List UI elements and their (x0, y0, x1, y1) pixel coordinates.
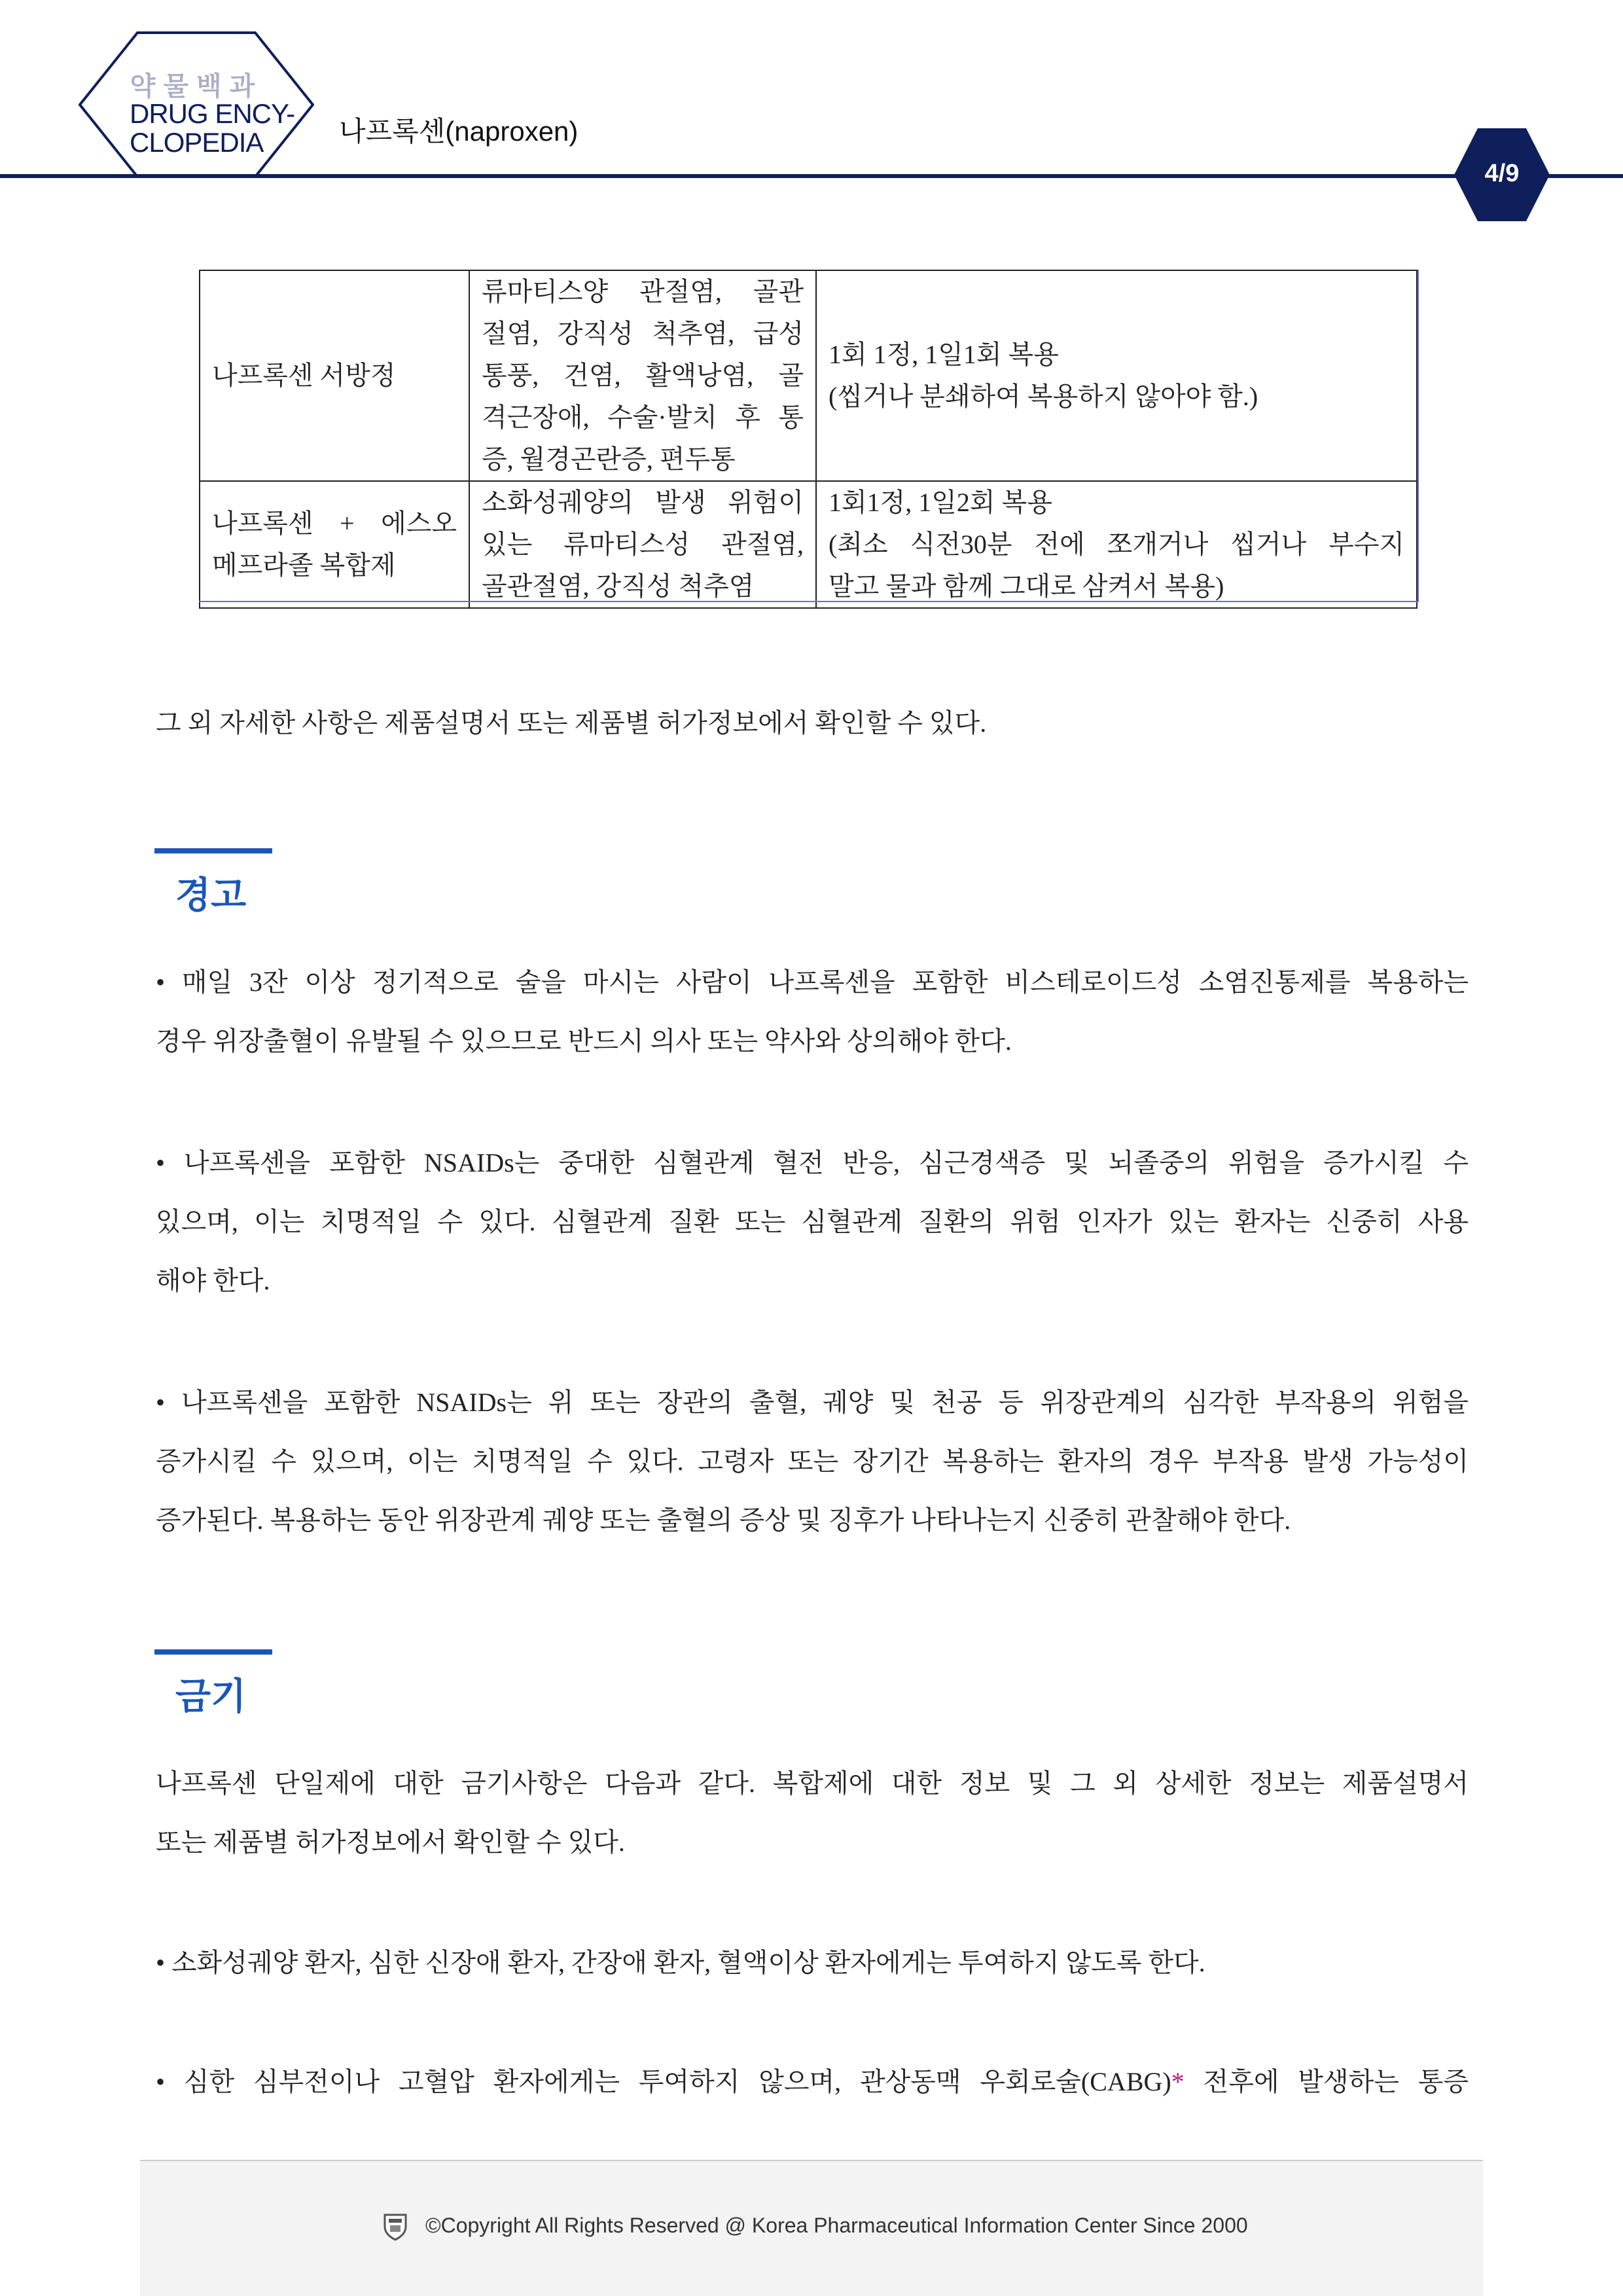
indication-line: 통풍, 건염, 활액낭염, 골 (482, 361, 804, 390)
warning-line: • 나프록센을 포함한 NSAIDs는 중대한 심혈관계 혈전 반응, 심근경색증 및 뇌졸중의 위험을 증가시킬 수 (156, 1148, 1469, 1177)
page-indicator: 4/9 (1484, 160, 1520, 187)
warning-line: 해야 한다. (156, 1266, 270, 1295)
table-row (200, 481, 1417, 608)
intro-note: 그 외 자세한 사항은 제품설명서 또는 제품별 허가정보에서 확인할 수 있다. (156, 708, 987, 738)
indication-line: 증, 월경곤란증, 편두통 (482, 444, 736, 474)
section-bar-contraindications (154, 1649, 272, 1655)
header-rule (0, 174, 1623, 178)
contraindication-text: • 심한 심부전이나 고혈압 환자에게는 투여하지 않으며, 관상동맥 우회로술(CABG) (156, 2067, 1171, 2096)
warning-line: • 나프록센을 포함한 NSAIDs는 위 또는 장관의 출혈, 궤양 및 천공 등 위장관계의 심각한 부작용의 위험을 (156, 1388, 1469, 1417)
logo-english-line2: CLOPEDIA (130, 127, 264, 158)
product-name-line: 메프라졸 복합제 (212, 550, 396, 580)
product-name: 나프록센 서방정 (212, 361, 396, 390)
dosage-line: (최소 식전30분 전에 쪼개거나 씹거나 부수지 (829, 529, 1404, 559)
indication-line: 소화성궤양의 발생 위험이 (482, 488, 804, 517)
logo-korean-text: 약물백과 (130, 72, 263, 101)
dosage-table (199, 270, 1418, 609)
table-cell-dosage (816, 270, 1417, 481)
indication-line: 격근장애, 수술·발치 후 통 (482, 403, 804, 432)
table-row (200, 270, 1417, 481)
dosage-line: 1회1정, 1일2회 복용 (829, 488, 1052, 517)
drug-encyclopedia-logo (79, 31, 314, 179)
section-bar-warnings (154, 848, 272, 853)
dosage-line: 말고 물과 함께 그대로 삼켜서 복용) (829, 571, 1224, 601)
contraindication-text: 전후에 발생하는 통증 (1184, 2067, 1469, 2096)
table-cell-indications (469, 270, 816, 481)
indication-line: 절염, 강직성 척추염, 급성 (482, 319, 804, 348)
warning-item (156, 1134, 1469, 1310)
contraindication-item: • 소화성궤양 환자, 심한 신장애 환자, 간장애 환자, 혈액이상 환자에게는 투여하지 않도록 한다. (156, 1948, 1205, 1977)
indication-line: 류마티스양 관절염, 골관 (482, 277, 804, 306)
dosage-line: (씹거나 분쇄하여 복용하지 않아야 함.) (829, 382, 1258, 411)
table-cell-dosage (816, 481, 1417, 608)
logo-english-line1: DRUG ENCY- (130, 98, 295, 129)
product-name-line: 나프록센 + 에스오 (212, 509, 457, 538)
indication-line: 있는 류마티스성 관절염, (482, 529, 804, 559)
warning-line: 증가시킬 수 있으며, 이는 치명적일 수 있다. 고령자 또는 장기간 복용하는 환자의 경우 부작용 발생 가능성이 (156, 1446, 1469, 1476)
table-cell-indications (469, 481, 816, 608)
warning-item (156, 953, 1469, 1071)
table-cell-product (200, 481, 469, 608)
footnote-asterisk: * (1171, 2067, 1185, 2096)
dosage-line: 1회 1정, 1일1회 복용 (829, 340, 1059, 369)
warning-item (156, 1373, 1469, 1550)
kpic-shield-icon (382, 2212, 408, 2241)
contraindications-intro-line: 또는 제품별 허가정보에서 확인할 수 있다. (156, 1827, 625, 1857)
document-title: 나프록센(naproxen) (339, 116, 579, 147)
section-title-contraindications: 금기 (175, 1676, 247, 1717)
table-cell-product (200, 270, 469, 481)
contraindications-intro (156, 1754, 1469, 1872)
section-title-warnings: 경고 (175, 874, 247, 916)
warning-line: • 매일 3잔 이상 정기적으로 술을 마시는 사람이 나프록센을 포함한 비스테로이드성 소염진통제를 복용하는 (156, 967, 1469, 997)
warning-line: 경우 위장출혈이 유발될 수 있으므로 반드시 의사 또는 약사와 상의해야 한다. (156, 1026, 1012, 1056)
contraindication-item (156, 2053, 1469, 2111)
contraindications-intro-line: 나프록센 단일제에 대한 금기사항은 다음과 같다. 복합제에 대한 정보 및 그 외 상세한 정보는 제품설명서 (156, 1768, 1469, 1798)
warning-line: 증가된다. 복용하는 동안 위장관계 궤양 또는 출혈의 증상 및 징후가 나타나는지 신중히 관찰해야 한다. (156, 1505, 1291, 1535)
indication-line: 골관절염, 강직성 척추염 (482, 571, 755, 601)
footer-copyright: ©Copyright All Rights Reserved @ Korea Pharmaceutical Information Center Since 2000 (425, 2214, 1248, 2237)
warning-line: 있으며, 이는 치명적일 수 있다. 심혈관계 질환 또는 심혈관계 질환의 위험 인자가 있는 환자는 신중히 사용 (156, 1207, 1469, 1236)
contraindication-line (156, 2053, 1469, 2111)
